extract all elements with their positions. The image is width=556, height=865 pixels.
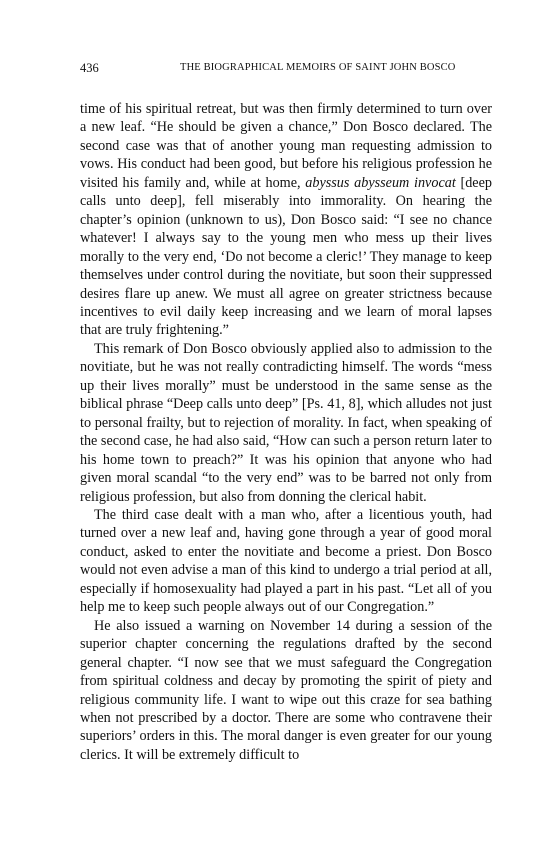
paragraph (80, 340, 492, 506)
body-text (80, 100, 492, 764)
paragraph (80, 617, 492, 765)
page-number: 436 (80, 61, 99, 75)
running-head (80, 59, 492, 77)
text-segment: [deep calls unto deep], fell miserably into immorality. On hearing the chapter’s opinion (unknown to us), Don Bosco said: “I see no chance whatever! I always say to the young men who mess up their lives morally to the very end, ‘Do not become a cleric!’ They manage to keep themselves under control during the novitiate, but soon their suppressed desires flare up anew. We must all agree on greater strictness because incentives to evil daily keep increasing and we learn of moral lapses that are truly frightening.” (80, 174, 493, 339)
paragraph (80, 100, 492, 340)
text-segment: time of his spiritual retreat, but was then firmly determined to turn over a new leaf. “He should be given a chance,” Don Bosco declared. The second case was that of another young man requesting admission to vows. His conduct had been good, but before his religious profession he visited his family and, while at home, (80, 101, 492, 191)
text-segment: He also issued a warning on November 14 during a session of the superior chapter concerning the regulations drafted by the second general chapter. “I now see that we must safeguard the Congregation from spiritual coldness and decay by promoting the spirit of piety and religious community life. I want to wipe out this craze for sea bathing when not prescribed by a doctor. There are some who contravene their superiors’ orders in this. The moral danger is even greater for our young clerics. It will be extremely difficult to (80, 617, 492, 763)
paragraph (80, 506, 492, 617)
text-segment: This remark of Don Bosco obviously applied also to admission to the novitiate, but he was not really contradicting himself. The words “mess up their lives morally” must be understood in the same sense as the biblical phrase “Deep calls unto deep” [Ps. 41, 8], which alludes not just to personal frailty, but to rejection of morality. In fact, when speaking of the second case, he had also said, “How can such a person return later to his home town to preach?” It was his opinion that anyone who had given moral scandal “to the very end” was to be barred not only from religious profession, but also from donning the clerical habit. (80, 340, 492, 505)
running-title: THE BIOGRAPHICAL MEMOIRS OF SAINT JOHN BOSCO (180, 62, 456, 73)
italic-phrase: abyssus abysseum invocat (305, 174, 456, 191)
text-segment: The third case dealt with a man who, after a licentious youth, had turned over a new leaf and, having gone through a year of good moral conduct, asked to enter the novitiate and become a priest. Don Bosco would not even advise a man of this kind to undergo a trial period at all, especially if homosexuality had played a part in his past. “Let all of you help me to keep such people always out of our Congregation.” (80, 506, 492, 616)
